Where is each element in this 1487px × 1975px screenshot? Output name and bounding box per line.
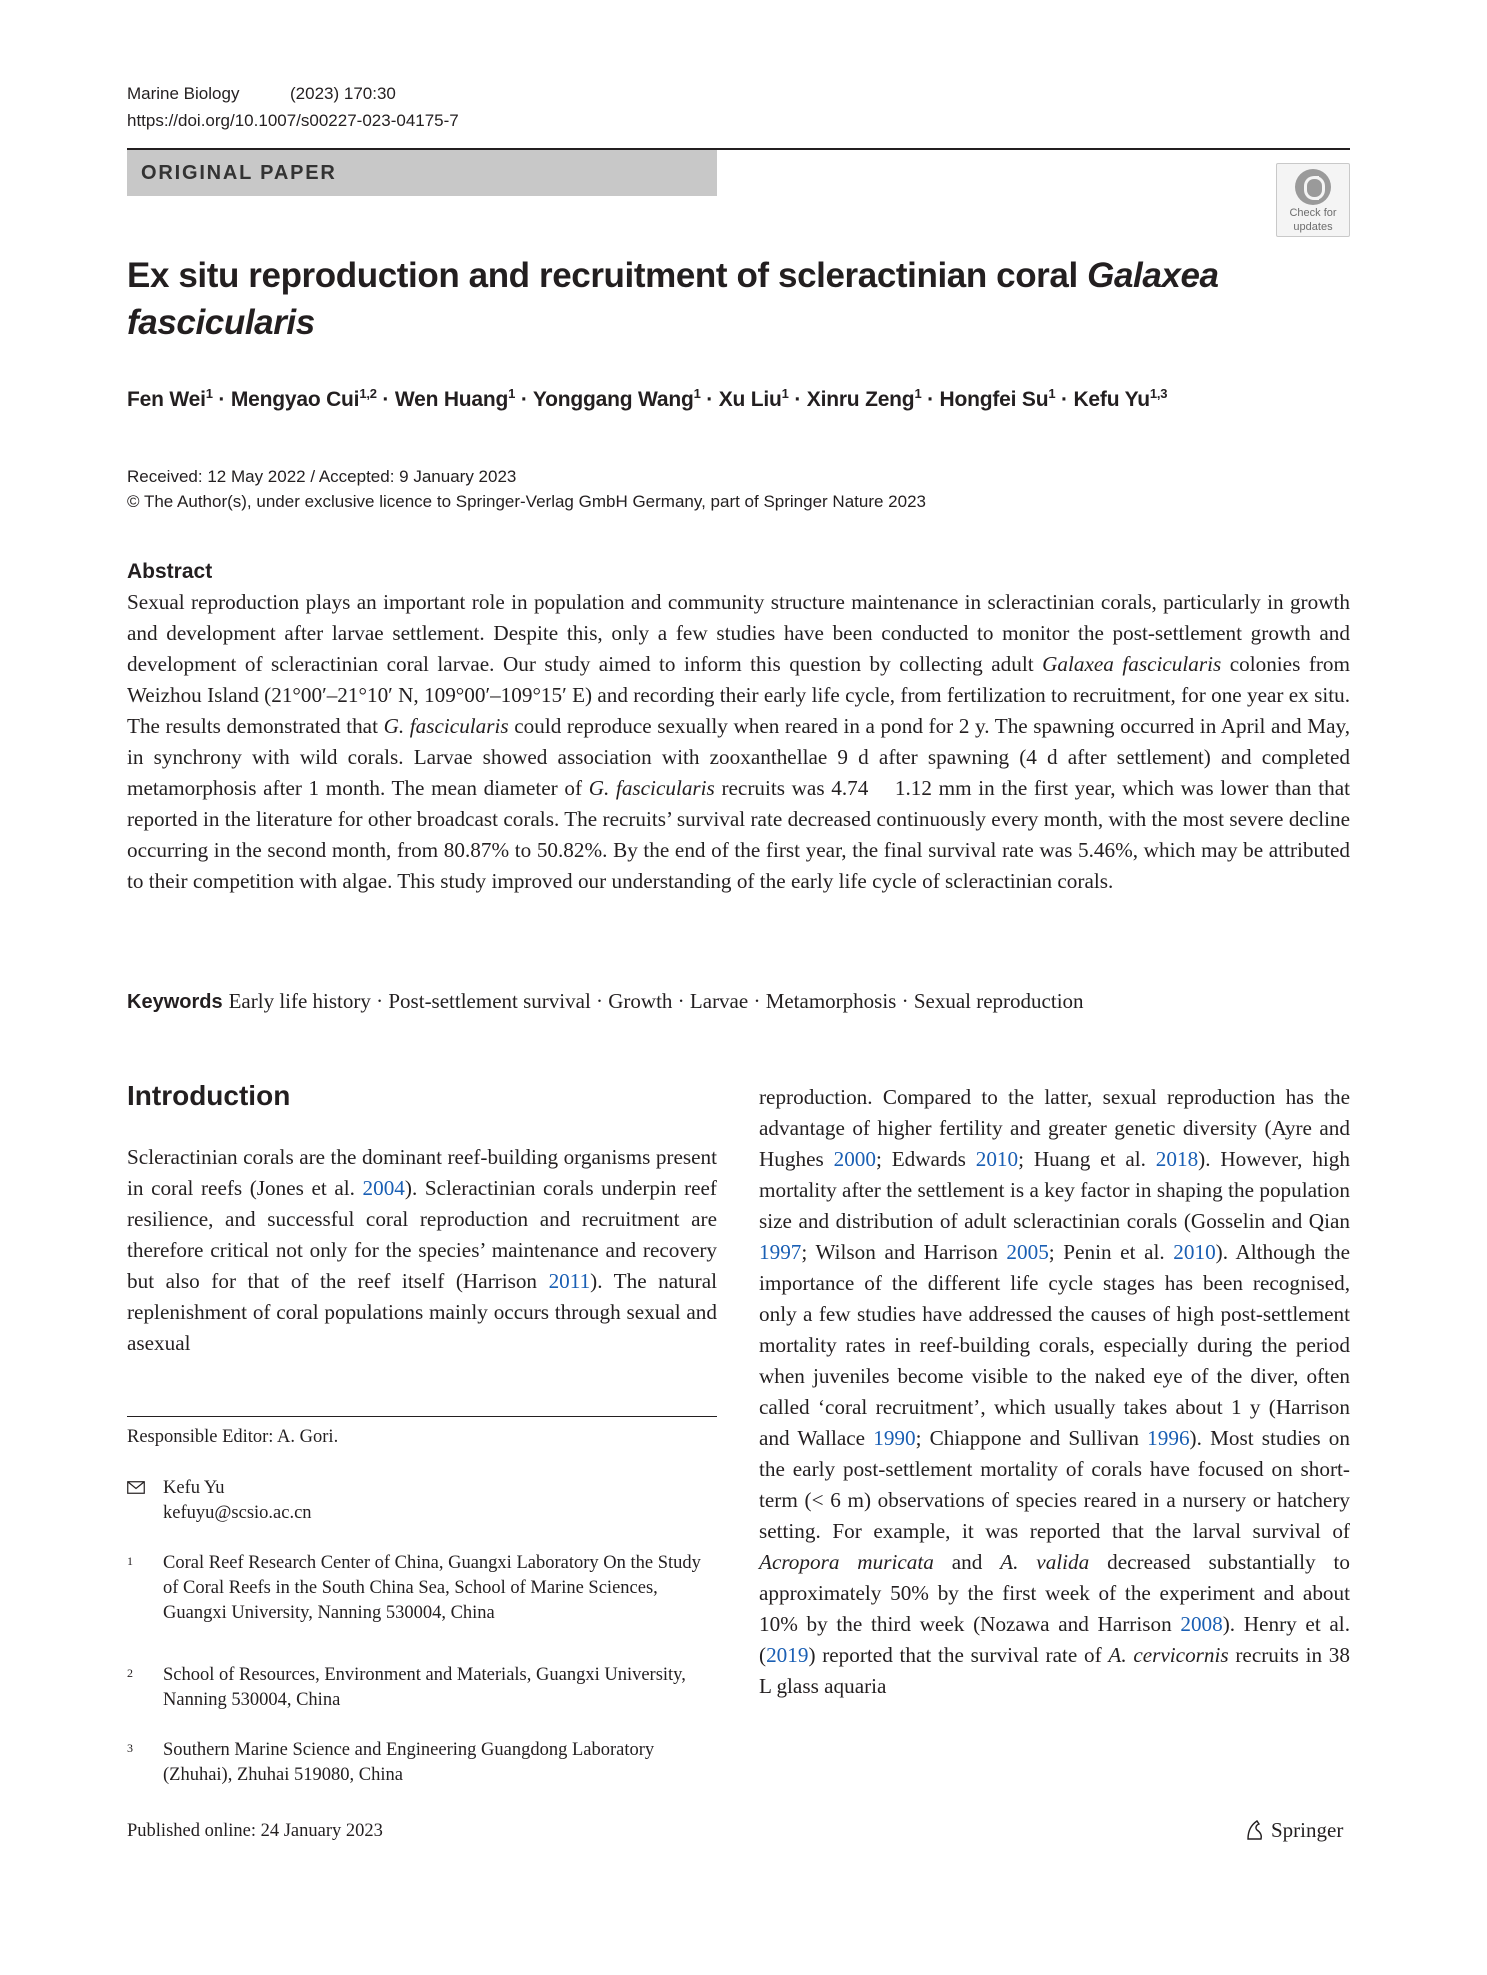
intro-text: ). The natural replenishment of coral populations mainly occurs through sexual and asexual (127, 1269, 717, 1355)
intro-text: ). However, high mortality after the settlement is a key factor in shaping the population size and distribution of adult scleractinian corals (Gosselin and Qian (759, 1147, 1350, 1233)
intro-text: ; Chiappone and Sullivan (915, 1426, 1148, 1450)
author-affiliation: 1 (508, 386, 516, 401)
intro-left-column (127, 1142, 717, 1359)
crossmark-icon (1295, 169, 1331, 205)
author-name[interactable]: Xu Liu (718, 388, 782, 411)
author-separator: · (921, 388, 940, 411)
received-accepted: Received: 12 May 2022 / Accepted: 9 January 2023 (127, 467, 517, 486)
keywords (127, 989, 1084, 1014)
intro-text: ; Huang et al. (1018, 1147, 1156, 1171)
author-name[interactable]: Wen Huang (394, 388, 509, 411)
intro-text: Scleractinian corals are the dominant reef-building organisms present in coral reefs (Jones et al. (127, 1145, 717, 1200)
published-online: Published online: 24 January 2023 (127, 1821, 383, 1841)
check-updates-line1: Check for (1289, 207, 1337, 219)
corresponding-author-name: Kefu Yu (163, 1478, 225, 1498)
author-affiliation: 1 (914, 386, 922, 401)
envelope-icon (127, 1481, 145, 1494)
species-name: A. valida (1000, 1550, 1090, 1574)
check-for-updates-button[interactable] (1276, 163, 1350, 237)
title-species: Galaxea fascicularis (127, 256, 1219, 342)
citation-link[interactable]: 2008 (1180, 1612, 1223, 1636)
affiliation-3 (127, 1738, 717, 1788)
citation-link[interactable]: 1990 (873, 1426, 916, 1450)
abstract-text-4: recruits was 4.74 1.12 mm in the first year, which was lower than that reported in the literature for other broadcast corals. The recruits’ survival rate decreased continuously every month, with the most severe decline occurring in the second month, from 80.87% to 50.82%. By the end of the first year, the final survival rate was 5.46%, which may be attributed to their competition with algae. This study improved our understanding of the early life cycle of scleractinian corals. (127, 776, 1356, 893)
corresponding-author (163, 1476, 312, 1526)
journal-volume: (2023) 170:30 (290, 84, 396, 103)
author-name[interactable]: Fen Wei (127, 388, 206, 411)
species-name: A. cervicornis (1108, 1643, 1229, 1667)
author-name[interactable]: Yonggang Wang (532, 388, 694, 411)
paper-type-label: ORIGINAL PAPER (141, 162, 337, 184)
journal-header (127, 80, 459, 134)
intro-text: ). Most studies on the early post-settlement mortality of corals have focused on short-term (< 6 m) observations of species reared in a nursery or hatchery setting. For example, it was reported that the larval survival of (759, 1426, 1350, 1543)
intro-text: ; Edwards (875, 1147, 976, 1171)
author-separator: · (515, 388, 533, 411)
affiliation-2 (127, 1663, 717, 1713)
author-list (127, 386, 1167, 412)
citation-link[interactable]: 2004 (362, 1176, 405, 1200)
section-heading-introduction: Introduction (127, 1080, 291, 1111)
citation-link[interactable]: 2019 (766, 1643, 809, 1667)
author-affiliation: 1 (693, 386, 701, 401)
citation-link[interactable]: 2010 (1173, 1240, 1216, 1264)
author-name[interactable]: Kefu Yu (1073, 388, 1150, 411)
copyright-notice: © The Author(s), under exclusive licence to Springer-Verlag GmbH Germany, part of Springer Nature 2023 (127, 492, 926, 511)
title-text: Ex situ reproduction and recruitment of scleractinian coral (127, 256, 1088, 295)
author-affiliation: 1 (205, 386, 213, 401)
springer-horse-icon (1245, 1819, 1265, 1841)
author-separator: · (212, 388, 231, 411)
intro-text: reproduction. Compared to the latter, sexual reproduction has the advantage of higher fertility and greater genetic diversity (Ayre and Hughes (759, 1085, 1350, 1171)
species-name: Acropora muricata (759, 1550, 934, 1574)
intro-text: ; Wilson and Harrison (801, 1240, 1007, 1264)
citation-link[interactable]: 2011 (548, 1269, 591, 1293)
paper-title (127, 252, 1247, 346)
author-separator: · (700, 388, 719, 411)
intro-text: ) reported that the survival rate of (808, 1643, 1109, 1667)
citation-link[interactable]: 1997 (759, 1240, 802, 1264)
abstract-species-1: Galaxea fascicularis (1042, 652, 1222, 676)
affiliation-text: School of Resources, Environment and Materials, Guangxi University, Nanning 530004, China (163, 1665, 686, 1710)
citation-link[interactable]: 2010 (975, 1147, 1019, 1171)
abstract-heading: Abstract (127, 560, 213, 583)
author-affiliation: 1 (781, 386, 789, 401)
author-name[interactable]: Hongfei Su (939, 388, 1049, 411)
corresponding-author-email[interactable]: kefuyu@scsio.ac.cn (163, 1503, 312, 1523)
citation-link[interactable]: 1996 (1147, 1426, 1190, 1450)
affiliation-text: Coral Reef Research Center of China, Guangxi Laboratory On the Study of Coral Reefs in the South China Sea, School of Marine Sciences, Guangxi University, Nanning 530004, China (163, 1553, 701, 1623)
doi-link[interactable]: https://doi.org/10.1007/s00227-023-04175-7 (127, 111, 459, 130)
responsible-editor: Responsible Editor: A. Gori. (127, 1427, 339, 1447)
affiliation-text: Southern Marine Science and Engineering Guangdong Laboratory (Zhuhai), Zhuhai 519080, China (163, 1740, 655, 1785)
author-separator: · (1055, 388, 1074, 411)
author-name[interactable]: Xinru Zeng (806, 388, 915, 411)
intro-right-column (759, 1082, 1350, 1702)
intro-text: recruits in 38 L glass aquaria (759, 1643, 1350, 1698)
affiliation-number: 1 (127, 1554, 133, 1568)
intro-text: ; Penin et al. (1048, 1240, 1174, 1264)
author-affiliation: 1 (1048, 386, 1056, 401)
publication-dates (127, 464, 926, 514)
intro-text: and (933, 1550, 1001, 1574)
intro-text: ). Henry et al. ( (759, 1612, 1350, 1667)
abstract-species-3: G. fascicularis (588, 776, 715, 800)
publisher-name: Springer (1271, 1818, 1344, 1842)
keywords-text: Early life history · Post-settlement survival · Growth · Larvae · Metamorphosis · Sexual reproduction (228, 989, 1084, 1013)
publisher-logo (1245, 1818, 1343, 1843)
intro-text: decreased substantially to approximately 50% by the first week of the experiment and about 10% by the third week (Nozawa and Harrison (759, 1550, 1350, 1636)
author-name[interactable]: Mengyao Cui (230, 388, 360, 411)
author-separator: · (788, 388, 807, 411)
citation-link[interactable]: 2018 (1155, 1147, 1199, 1171)
intro-text: ). Although the importance of the different life cycle stages has been recognised, only a few studies have addressed the causes of high post-settlement mortality rates in reef-building corals, especially during the period when juveniles become visible to the naked eye of the diver, often called ‘coral recruitment’, which usually takes about 1 y (Harrison and Wallace (759, 1240, 1350, 1450)
keywords-label: Keywords (127, 991, 223, 1013)
journal-name: Marine Biology (127, 84, 240, 103)
abstract-text-3: could reproduce sexually when reared in a pond for 2 y. The spawning occurred in April and May, in synchrony with wild corals. Larvae showed association with zooxanthellae 9 d after spawning (4 d after settlement) and completed metamorphosis after 1 month. The mean diameter of (127, 714, 1350, 800)
check-updates-line2: updates (1293, 221, 1333, 233)
affiliation-1 (127, 1551, 717, 1651)
abstract-text-1: Sexual reproduction plays an important role in population and community structure maintenance in scleractinian corals, particularly in growth and development after larvae settlement. Despite this, only a few studies have been conducted to monitor the post-settlement growth and development of scleractinian coral larvae. Our study aimed to inform this question by collecting adult (127, 590, 1350, 676)
abstract-species-2: G. fascicularis (383, 714, 509, 738)
footnote-rule (127, 1416, 717, 1417)
intro-text: ). Scleractinian corals underpin reef resilience, and successful coral reproduction and recruitment are therefore critical not only for the species’ maintenance and recovery but also for that of the reef itself (Harrison (127, 1176, 717, 1293)
affiliation-number: 2 (127, 1666, 133, 1680)
author-affiliation: 1,2 (359, 386, 377, 401)
abstract-text-2: colonies from Weizhou Island (21°00′–21°10′ N, 109°00′–109°15′ E) and recording their early life cycle, from fertilization to recruitment, for one year ex situ. The results demonstrated that (127, 652, 1350, 738)
citation-link[interactable]: 2005 (1006, 1240, 1049, 1264)
abstract-body (127, 587, 1356, 897)
affiliation-number: 3 (127, 1741, 133, 1755)
author-separator: · (376, 388, 395, 411)
author-affiliation: 1,3 (1149, 386, 1168, 401)
citation-link[interactable]: 2000 (833, 1147, 876, 1171)
